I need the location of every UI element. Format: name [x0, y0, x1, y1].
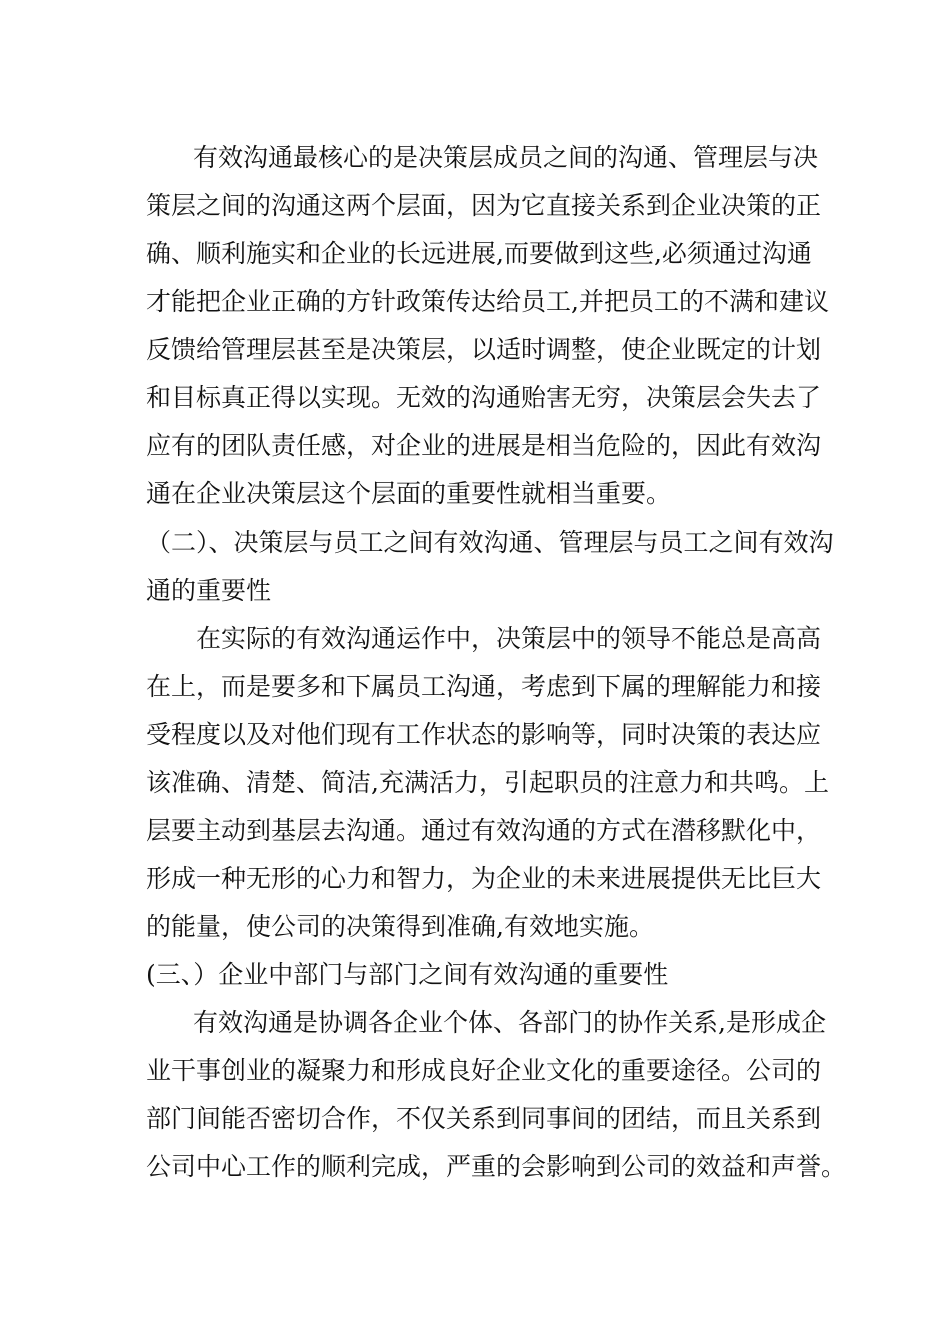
section-heading-line: （二）、决策层与员工之间有效沟通、管理层与员工之间有效沟	[146, 528, 834, 557]
body-text-line: 业干事创业的凝聚力和形成良好企业文化的重要途径。公司的	[146, 1056, 822, 1085]
body-text-line: 在实际的有效沟通运作中，决策层中的领导不能总是高高	[196, 624, 822, 653]
body-text-line: 受程度以及对他们现有工作状态的影响等，同时决策的表达应	[146, 720, 822, 749]
body-text-line: 和目标真正得以实现。无效的沟通贻害无穷，决策层会失去了	[146, 383, 822, 412]
body-text-line: 部门间能否密切合作，不仅关系到同事间的团结，而且关系到	[146, 1104, 822, 1133]
body-text-line: 确、顺利施实和企业的长远进展,而要做到这些,必须通过沟通	[146, 239, 812, 268]
body-text-line: 的能量，使公司的决策得到准确,有效地实施。	[146, 912, 654, 941]
body-text-line: 应有的团队责任感，对企业的进展是相当危险的，因此有效沟	[146, 431, 822, 460]
body-text-line: 形成一种无形的心力和智力，为企业的未来进展提供无比巨大	[146, 864, 822, 893]
body-text-line: 层要主动到基层去沟通。通过有效沟通的方式在潜移默化中，	[146, 816, 822, 845]
body-text-line: 有效沟通是协调各企业个体、各部门的协作关系,是形成企	[193, 1008, 826, 1037]
body-text-line: 有效沟通最核心的是决策层成员之间的沟通、管理层与决	[193, 143, 819, 172]
body-text-line: 通在企业决策层这个层面的重要性就相当重要。	[146, 479, 672, 508]
body-text-line: 公司中心工作的顺利完成，严重的会影响到公司的效益和声誉。	[146, 1152, 847, 1181]
section-heading-line: (三、）企业中部门与部门之间有效沟通的重要性	[146, 960, 669, 989]
body-text-line: 在上，而是要多和下属员工沟通，考虑到下属的理解能力和接	[146, 672, 822, 701]
section-heading-line: 通的重要性	[146, 576, 272, 605]
body-text-line: 反馈给管理层甚至是决策层，以适时调整，使企业既定的计划	[146, 335, 822, 364]
body-text-line: 策层之间的沟通这两个层面，因为它直接关系到企业决策的正	[146, 191, 822, 220]
body-text-line: 才能把企业正确的方针政策传达给员工,并把员工的不满和建议	[146, 287, 829, 316]
body-text-line: 该准确、清楚、简洁,充满活力，引起职员的注意力和共鸣。上	[146, 768, 829, 797]
